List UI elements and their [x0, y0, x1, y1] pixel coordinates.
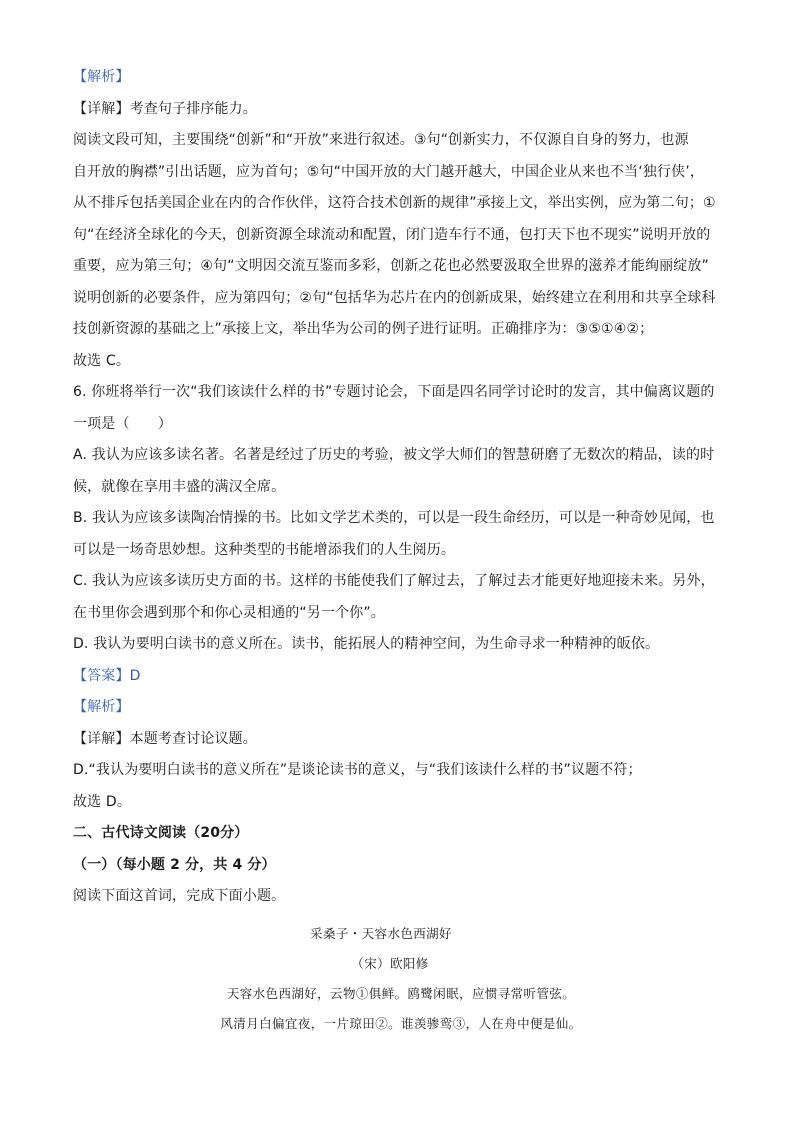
choose-answer: 故选 D。: [73, 793, 131, 810]
question-stem: 6. 你班将举行一次“我们该读什么样的书”专题讨论会，下面是四名同学讨论时的发言，其中偏离议题的: [73, 384, 715, 400]
question-stem: 一项是（ ）: [73, 415, 173, 432]
document-page: [73, 62, 729, 1039]
explanation-text: D.“我认为要明白读书的意义所在”是谈论读书的意义，与“我们该读什么样的书”议题不符；: [73, 762, 642, 778]
detail-label: 【详解】本题考查讨论议题。: [73, 730, 257, 747]
answer-label: 【答案】D: [73, 667, 141, 684]
analysis-text-line: 阅读文段可知，主要围绕“创新”和“开放”来进行叙述。③句“创新实力，不仅源自自身的努力，也源: [73, 132, 689, 148]
section-heading: 二、古代诗文阅读（20分）: [73, 825, 249, 841]
analysis-text-line: 自开放的胸襟”引出话题，应为首句；⑤句“中国开放的大门越开越大，中国企业从来也不当‘独行侠’，: [73, 163, 705, 180]
analysis-label: 【解析】: [73, 699, 130, 715]
option-c: C. 我认为应该多读历史方面的书。这样的书能使我们了解过去，了解过去才能更好地迎接未来。另外，: [73, 573, 715, 589]
option-c: 在书里你会遇到那个和你心灵相通的“另一个你”。: [73, 604, 385, 621]
poem-line: 风清月白偏宜夜，一片琼田②。谁羡骖鸾③，人在舟中便是仙。: [220, 1015, 582, 1031]
analysis-text-line: 句“在经济全球化的今天，创新资源全球流动和配置，闭门造车行不通，包打天下也不现实”说明开放的: [73, 226, 711, 243]
analysis-label: 【解析】: [73, 69, 130, 85]
analysis-text-line: 重要，应为第三句；④句“文明因交流互鉴而多彩，创新之花也必然要汲取全世界的滋养才能绚丽绽放”: [73, 258, 709, 274]
option-d: D. 我认为要明白读书的意义所在。读书，能拓展人的精神空间，为生命寻求一种精神的皈依。: [73, 636, 660, 652]
analysis-text-line: 说明创新的必要条件，应为第四句；②句“包括华为芯片在内的创新成果，始终建立在利用和共享全球科: [73, 289, 716, 306]
choose-answer: 故选 C。: [73, 352, 130, 369]
option-b: B. 我认为应该多读陶冶情操的书。比如文学艺术类的，可以是一段生命经历，可以是一种奇妙见闻，也: [73, 510, 715, 526]
poem-title: 采桑子・天容水色西湖好: [310, 925, 452, 941]
poem-line: 天容水色西湖好，云物①俱鲜。鸥鹭闲眠，应惯寻常听管弦。: [226, 985, 576, 1001]
analysis-text-line: 技创新资源的基础之上”承接上文，举出华为公司的例子进行证明。正确排序为：③⑤①④②；: [73, 321, 654, 337]
option-a: A. 我认为应该多读名著。名著是经过了历史的考验，被文学大师们的智慧研磨了无数次的精品，读的时: [73, 447, 715, 463]
analysis-text-line: 从不排斥包括美国企业在内的合作伙伴，这符合技术创新的规律”承接上文，举出实例，应为第二句；①: [73, 195, 716, 211]
subsection-heading: （一）（每小题 2 分，共 4 分）: [73, 856, 276, 873]
reading-instruction: 阅读下面这首词，完成下面小题。: [73, 888, 286, 904]
detail-label: 【详解】考查句子排序能力。: [73, 100, 257, 117]
option-b: 可以是一场奇思妙想。这种类型的书能增添我们的人生阅历。: [73, 541, 456, 558]
option-a: 候，就像在享用丰盛的满汉全席。: [73, 478, 286, 495]
poem-author: （宋）欧阳修: [351, 955, 429, 971]
